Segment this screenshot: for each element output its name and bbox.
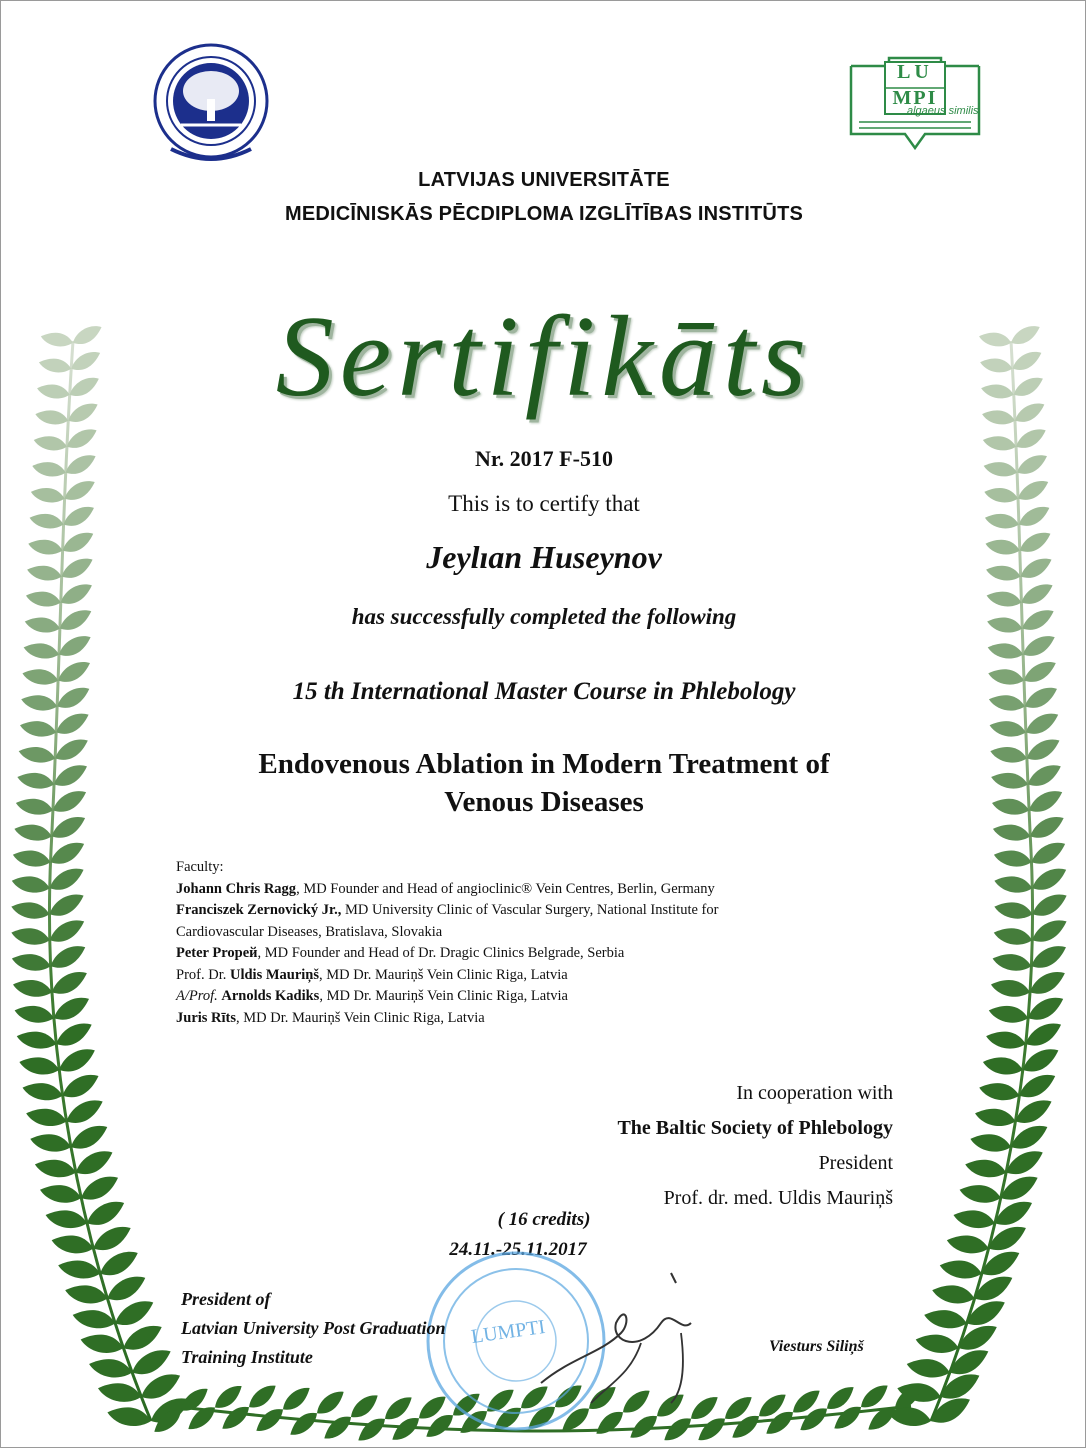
vine-leaf (128, 1346, 175, 1379)
vine-leaf (50, 994, 93, 1024)
vine-leaf (55, 1045, 99, 1075)
credits: ( 16 credits) (497, 1209, 591, 1230)
vine-leaf (55, 633, 94, 660)
vine-leaf (991, 818, 1032, 846)
vine-leaf (1028, 942, 1070, 971)
vine-leaf (986, 637, 1025, 664)
vine-leaf (48, 968, 91, 998)
vine-leaf (77, 1173, 122, 1204)
vine-leaf (111, 1297, 158, 1329)
vine-leaf (67, 1122, 112, 1153)
vine-leaf (10, 870, 52, 899)
vine-leaf (24, 1102, 68, 1133)
vine-leaf (285, 1409, 322, 1439)
vine-leaf (1029, 865, 1071, 894)
vine-leaf (22, 637, 61, 664)
topic-line-1: Endovenous Ablation in Modern Treatment of (258, 748, 830, 780)
vine-leaf (1020, 633, 1059, 660)
vine-leaf (21, 1076, 65, 1106)
vine-leaf (52, 1020, 95, 1050)
vine-leaf (992, 844, 1033, 872)
vine-leaf (993, 896, 1035, 925)
stamp-center-text: LUMPTI (469, 1315, 547, 1349)
vine-leaf (981, 1051, 1025, 1081)
vine-leaf (993, 870, 1035, 899)
vine-leaf (251, 1405, 288, 1435)
vine-leaf (988, 715, 1028, 742)
course-dates: 24.11.-25.11.2017 (449, 1239, 587, 1260)
faculty-heading: Faculty: (176, 859, 224, 875)
vine-leaf (973, 1102, 1017, 1133)
vine-leaf (312, 1388, 349, 1418)
faculty-member: Johann Chris Ragg, MD Founder and Head of angioclinic® Vein Centres, Berlin, Germany (176, 880, 715, 897)
university-seal-tree-icon (151, 41, 271, 165)
vine-leaf (15, 1025, 58, 1055)
vine-leaf (1028, 839, 1069, 867)
vine-leaf (18, 1051, 62, 1081)
president-line-3: Training Institute (181, 1347, 313, 1367)
vine-leaf (10, 947, 52, 976)
course-name: 15 th International Master Course in Phlebology (292, 678, 796, 705)
vine-leaf (958, 1178, 1003, 1209)
faculty-member: Peter Propeй, MD Founder and Head of Dr. Dragic Clinics Belgrade, Serbia (176, 945, 625, 961)
signer-name: Viesturs Siliņš (769, 1338, 864, 1355)
vine-leaf (1022, 710, 1062, 737)
vine-leaf (28, 1127, 73, 1158)
vine-leaf (659, 1414, 696, 1444)
vine-leaf (59, 1071, 103, 1101)
vine-leaf (103, 1272, 149, 1304)
vine-leaf (963, 1153, 1008, 1184)
vine-leaf (46, 865, 88, 894)
certificate-number: Nr. 2017 F-510 (475, 446, 613, 471)
vine-leaf (10, 922, 52, 951)
vine-leaf (914, 1327, 961, 1359)
vine-leaf (46, 917, 88, 946)
signature-icon (531, 1263, 731, 1413)
vine-leaf (33, 1153, 78, 1184)
certify-text: This is to certify that (448, 491, 640, 516)
logo-monogram-top: LU (897, 61, 933, 83)
logo-monogram-bottom: MPI (892, 87, 938, 109)
vine-leaf (992, 922, 1034, 951)
institution-name: LATVIJAS UNIVERSITĀTE (418, 169, 670, 191)
vine-leaf (11, 844, 52, 872)
vine-leaf (47, 839, 88, 867)
vine-leaf (984, 1025, 1027, 1055)
vine-leaf (1029, 891, 1071, 920)
vine-leaf (991, 947, 1033, 976)
certificate-title: Sertifikāts (275, 293, 813, 421)
vine-leaf (53, 710, 93, 737)
faculty-member: Franciszek Zernovický Jr., MD University Clinic of Vascular Surgery, National Institute for (176, 902, 719, 918)
vine-leaf (353, 1415, 390, 1445)
faculty-member: Prof. Dr. Uldis Mauriņš, MD Dr. Mauriņš Vein Clinic Riga, Latvia (176, 966, 568, 983)
vine-leaf (989, 973, 1032, 1003)
vine-leaf (46, 891, 88, 920)
vine-leaf (10, 896, 52, 925)
vine-leaf (987, 999, 1030, 1029)
president-block (181, 1285, 446, 1372)
vine-leaf (319, 1413, 356, 1443)
cooperation-line: In cooperation with (736, 1082, 893, 1104)
vine-leaf (11, 973, 54, 1003)
president-line-1: President of (181, 1289, 271, 1309)
society-role: President (818, 1152, 893, 1174)
president-line-2: Latvian University Post Graduation (181, 1318, 446, 1338)
vine-leaf (856, 1382, 893, 1412)
vine-leaf (905, 1352, 952, 1385)
vine-leaf (72, 1147, 117, 1178)
vine-leaf (47, 942, 89, 971)
vine-leaf (930, 1278, 976, 1310)
vine-leaf (969, 1127, 1014, 1158)
vine-leaf (346, 1392, 383, 1422)
cooperation-block (617, 1076, 893, 1216)
vine-leaf (63, 1096, 107, 1127)
institute-name: MEDICĪNISKĀS PĒCDIPLOMA IZGLĪTĪBAS INSTITŪTS (284, 203, 804, 225)
course-topic (1, 745, 1086, 821)
vine-leaf (18, 715, 58, 742)
vine-leaf (13, 818, 54, 846)
vine-leaf (693, 1414, 730, 1444)
faculty-member: Juris Rīts, MD Dr. Mauriņš Vein Clinic Riga, Latvia (176, 1009, 485, 1026)
vine-leaf (1028, 917, 1070, 946)
vine-leaf (13, 999, 56, 1029)
society-name: The Baltic Society of Phlebology (617, 1117, 893, 1139)
completed-text: has successfully completed the following (351, 604, 737, 629)
vine-leaf (137, 1370, 185, 1403)
society-president: Prof. dr. med. Uldis Mauriņš (663, 1187, 893, 1209)
logo-tagline: algaeus similis (907, 105, 979, 117)
vine-leaf (977, 1076, 1021, 1106)
faculty-list (176, 857, 836, 1029)
faculty-member: Cardiovascular Diseases, Bratislava, Slovakia (176, 923, 443, 940)
faculty-member: A/Prof. Arnolds Kadiks, MD Dr. Mauriņš Vein Clinic Riga, Latvia (176, 988, 568, 1004)
vine-leaf (244, 1382, 281, 1412)
vine-leaf (119, 1322, 166, 1354)
vine-leaf (922, 1303, 969, 1335)
topic-line-2: Venous Diseases (444, 786, 644, 818)
vine-leaf (278, 1384, 315, 1414)
recipient-name: Jeylıan Huseynov (426, 539, 662, 575)
